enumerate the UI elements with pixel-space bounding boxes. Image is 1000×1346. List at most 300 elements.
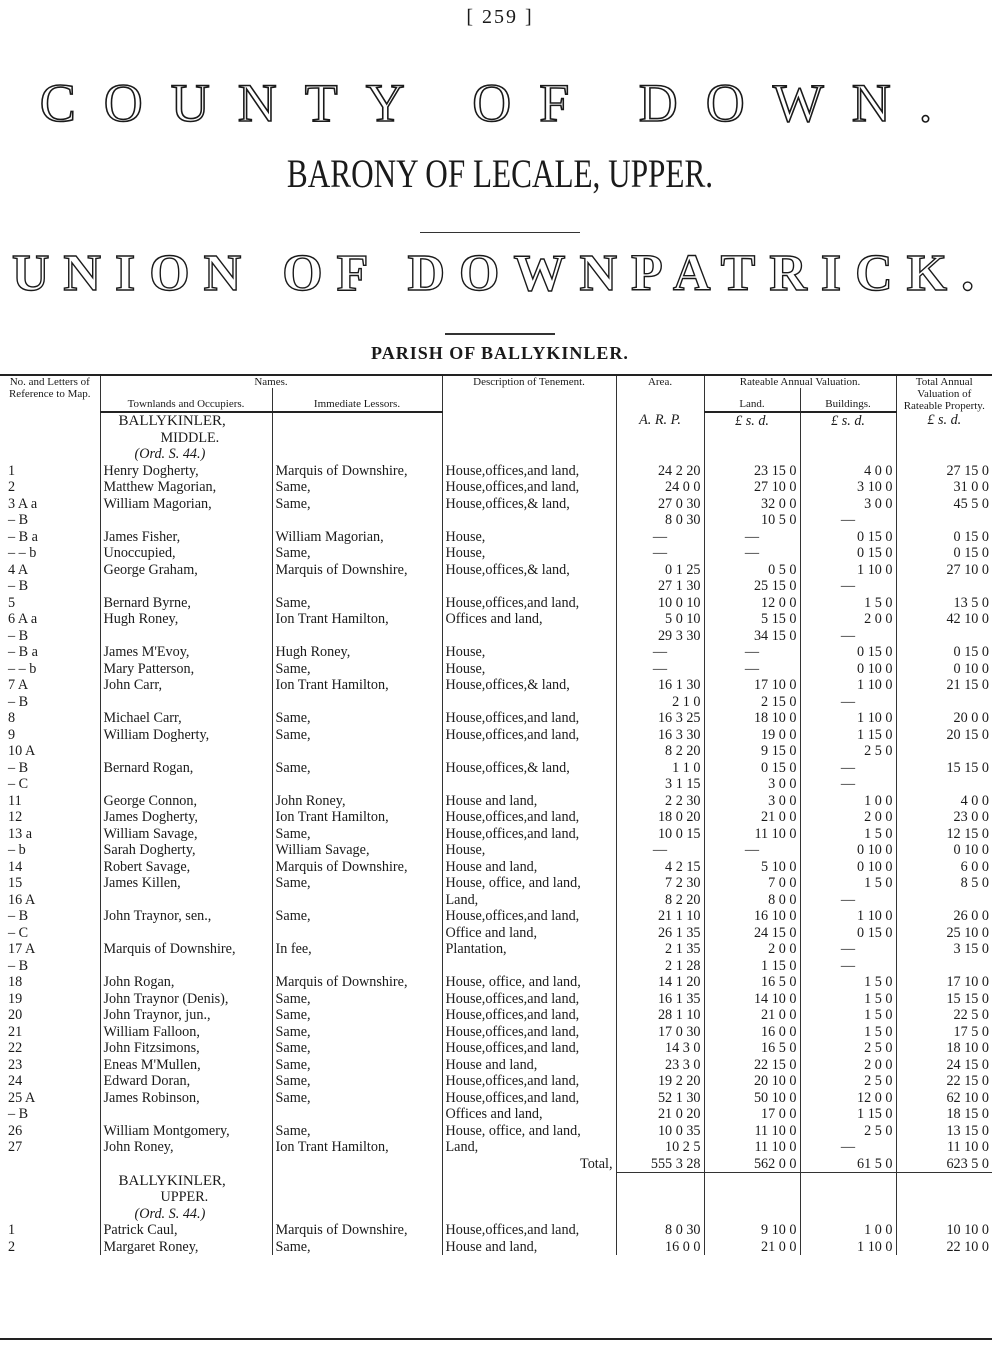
cell-area: 26 1 35 [616,925,704,942]
cell-land-value: 11 10 0 [704,826,800,843]
cell-land-value: 23 15 0 [704,463,800,480]
cell-occupier: John Traynor, jun., [100,1007,272,1024]
cell-map-ref: 7 A [8,677,29,693]
cell-occupier: Mary Patterson, [100,661,272,678]
table-row [0,611,992,628]
cell-occupier: John Fitzsimons, [100,1040,272,1057]
townland-name: BALLYKINLER, [100,412,272,430]
header-total: Total Annual Valuation of Rateable Property. [896,375,992,412]
cell-occupier: John Traynor (Denis), [100,991,272,1008]
cell-land-value: 32 0 0 [704,496,800,513]
cell-land-value: — [704,529,800,546]
total-buildings: 61 5 0 [800,1156,896,1173]
cell-description: House, office, and land, [442,974,616,991]
cell-occupier: Hugh Roney, [100,611,272,628]
cell-description: House,offices,and land, [442,479,616,496]
cell-area: 23 3 0 [616,1057,704,1074]
cell-description: House, [442,529,616,546]
cell-occupier: William Savage, [100,826,272,843]
cell-buildings-value: — [800,628,896,645]
table-row [0,710,992,727]
cell-map-ref: 14 [8,858,23,875]
cell-description: House,offices,and land, [442,463,616,480]
cell-description: House,offices,and land, [442,1024,616,1041]
cell-buildings-value: 1 10 0 [800,710,896,727]
cell-buildings-value: 0 10 0 [800,842,896,859]
cell-description [442,578,616,595]
total-units: £ s. d. [896,412,992,430]
cell-buildings-value: 1 5 0 [800,1007,896,1024]
cell-area: 24 2 20 [616,463,704,480]
cell-occupier: Henry Dogherty, [100,463,272,480]
cell-area: 21 1 10 [616,908,704,925]
cell-land-value: 1 15 0 [704,958,800,975]
table-row [0,793,992,810]
cell-description: House,offices,and land, [442,710,616,727]
header-townlands: Townlands and Occupiers. [100,388,272,412]
cell-area: — [616,545,704,562]
cell-map-ref: 15 [8,875,23,891]
table-row [0,661,992,678]
cell-lessor: Ion Trant Hamilton, [272,677,442,694]
cell-description: House,offices,and land, [442,1007,616,1024]
cell-occupier: Marquis of Downshire, [100,941,272,958]
cell-area: 10 0 10 [616,595,704,612]
cell-buildings-value: — [800,1139,896,1156]
cell-lessor: Ion Trant Hamilton, [272,611,442,628]
area-units: A. R. P. [616,412,704,430]
table-row [0,496,992,513]
cell-description: House,offices,and land, [442,1090,616,1107]
cell-land-value: 21 0 0 [704,1239,800,1256]
cell-total-value: 62 10 0 [896,1090,992,1107]
cell-occupier [100,1106,272,1123]
cell-map-ref: 27 [8,1139,23,1155]
cell-map-ref: 6 A a [8,611,38,627]
cell-buildings-value: 4 0 0 [800,463,896,480]
cell-occupier: William Dogherty, [100,727,272,744]
cell-area: 16 3 25 [616,710,704,727]
cell-buildings-value: — [800,892,896,909]
cell-buildings-value: — [800,776,896,793]
cell-occupier [100,925,272,942]
cell-map-ref: – B [8,908,29,924]
cell-total-value: 25 10 0 [896,925,992,942]
cell-total-value: 21 15 0 [896,677,992,694]
cell-lessor: Marquis of Downshire, [272,859,442,876]
cell-description: House,offices,and land, [442,908,616,925]
cell-total-value: 24 15 0 [896,1057,992,1074]
cell-total-value: 8 5 0 [896,875,992,892]
table-row [0,463,992,480]
header-lessors: Immediate Lessors. [272,388,442,412]
cell-occupier: James Dogherty, [100,809,272,826]
table-row [0,958,992,975]
cell-land-value: 16 5 0 [704,1040,800,1057]
cell-area: 52 1 30 [616,1090,704,1107]
cell-occupier: George Connon, [100,793,272,810]
cell-area: 19 2 20 [616,1073,704,1090]
cell-land-value: 12 0 0 [704,595,800,612]
cell-map-ref: 24 [8,1073,23,1089]
cell-occupier: Bernard Byrne, [100,595,272,612]
cell-map-ref: – B a [8,528,38,545]
cell-lessor: William Savage, [272,842,442,859]
cell-map-ref: 18 [8,974,23,990]
cell-lessor: In fee, [272,941,442,958]
cell-map-ref: 5 [8,594,16,611]
cell-lessor: Same, [272,727,442,744]
cell-description: House,offices,and land, [442,826,616,843]
cell-description [442,958,616,975]
cell-occupier: Patrick Caul, [100,1222,272,1239]
table-row [0,512,992,529]
cell-description: House,offices,& land, [442,496,616,513]
cell-land-value: 20 10 0 [704,1073,800,1090]
cell-buildings-value: 0 15 0 [800,925,896,942]
cell-land-value: 16 10 0 [704,908,800,925]
cell-land-value: 16 5 0 [704,974,800,991]
cell-buildings-value: 1 5 0 [800,875,896,892]
cell-buildings-value: 1 10 0 [800,1239,896,1256]
cell-description: Land, [442,1139,616,1156]
cell-description: Land, [442,892,616,909]
cell-area: 14 3 0 [616,1040,704,1057]
cell-lessor: Same, [272,1123,442,1140]
cell-map-ref: 3 A a [8,495,38,512]
cell-area: 14 1 20 [616,974,704,991]
cell-total-value: 0 10 0 [896,661,992,678]
cell-map-ref: – C [8,776,29,792]
cell-occupier: James Killen, [100,875,272,892]
cell-area: 8 2 20 [616,743,704,760]
cell-area: 16 1 30 [616,677,704,694]
cell-description: Plantation, [442,941,616,958]
cell-total-value: 42 10 0 [896,611,992,628]
table-row [0,892,992,909]
cell-description: House,offices,and land, [442,991,616,1008]
cell-occupier: George Graham, [100,562,272,579]
table-row [0,1090,992,1107]
cell-area: 24 0 0 [616,479,704,496]
table-row [0,578,992,595]
cell-lessor: Same, [272,1024,442,1041]
cell-description: House,offices,and land, [442,1222,616,1239]
cell-map-ref: – – b [8,660,37,677]
cell-description: House,offices,and land, [442,1040,616,1057]
total-area: 555 3 28 [616,1156,704,1173]
total-label: Total, [442,1156,616,1173]
table-row [0,628,992,645]
cell-area: 16 3 30 [616,727,704,744]
cell-total-value: 18 15 0 [896,1106,992,1123]
ordnance-sheet: (Ord. S. 44.) [100,446,272,463]
table-row [0,908,992,925]
cell-map-ref: 9 [8,726,16,743]
cell-land-value: 3 0 0 [704,776,800,793]
cell-area: 10 0 15 [616,826,704,843]
cell-lessor [272,892,442,909]
cell-buildings-value: 0 15 0 [800,529,896,546]
cell-description: Offices and land, [442,611,616,628]
cell-total-value [896,892,992,909]
cell-buildings-value: — [800,694,896,711]
cell-land-value: — [704,644,800,661]
cell-occupier: James Robinson, [100,1090,272,1107]
cell-lessor [272,694,442,711]
table-row [0,1123,992,1140]
table-row [0,1057,992,1074]
cell-area: 8 0 30 [616,1222,704,1239]
cell-total-value: 22 10 0 [896,1239,992,1256]
cell-total-value: 17 5 0 [896,1024,992,1041]
cell-buildings-value: 0 15 0 [800,545,896,562]
cell-occupier: Edward Doran, [100,1073,272,1090]
cell-lessor: Marquis of Downshire, [272,1222,442,1239]
table-row [0,826,992,843]
cell-area: 27 1 30 [616,578,704,595]
cell-description: House and land, [442,793,616,810]
cell-lessor: Hugh Roney, [272,644,442,661]
cell-lessor: Same, [272,1040,442,1057]
cell-occupier: James M'Evoy, [100,644,272,661]
table-row [0,1106,992,1123]
cell-land-value: 17 10 0 [704,677,800,694]
cell-lessor [272,628,442,645]
cell-total-value [896,743,992,760]
cell-buildings-value: 2 5 0 [800,1073,896,1090]
table-row [0,562,992,579]
cell-buildings-value: 1 5 0 [800,595,896,612]
cell-area: 1 1 0 [616,760,704,777]
cell-area: 0 1 25 [616,562,704,579]
cell-map-ref: – C [8,924,29,941]
cell-map-ref: – B a [8,644,38,660]
divider [420,232,580,233]
cell-description: Office and land, [442,925,616,942]
cell-description [442,743,616,760]
cell-total-value: 13 5 0 [896,595,992,612]
cell-buildings-value: 1 5 0 [800,1024,896,1041]
cell-description: House, office, and land, [442,875,616,892]
cell-area: 7 2 30 [616,875,704,892]
cell-land-value: — [704,545,800,562]
cell-area: 28 1 10 [616,1007,704,1024]
cell-lessor [272,743,442,760]
land-units: £ s. d. [704,412,800,430]
divider [445,333,555,335]
header-rateable: Rateable Annual Valuation. [704,375,896,388]
table-row [0,743,992,760]
cell-map-ref: 4 A [8,561,29,578]
table-row [0,1024,992,1041]
cell-total-value: 31 0 0 [896,479,992,496]
cell-total-value: 15 15 0 [896,760,992,777]
cell-buildings-value: 1 0 0 [800,1222,896,1239]
cell-lessor: Ion Trant Hamilton, [272,809,442,826]
table-row [0,974,992,991]
cell-total-value: 18 10 0 [896,1040,992,1057]
cell-occupier: Sarah Dogherty, [100,842,272,859]
cell-total-value: 20 0 0 [896,710,992,727]
cell-map-ref: – b [8,842,26,858]
cell-total-value [896,776,992,793]
cell-map-ref: 16 A [8,891,36,908]
cell-occupier: Robert Savage, [100,859,272,876]
cell-lessor: Ion Trant Hamilton, [272,1139,442,1156]
cell-lessor [272,1106,442,1123]
cell-map-ref: 2 [8,479,16,495]
cell-map-ref: 21 [8,1023,23,1040]
cell-total-value: 20 15 0 [896,727,992,744]
cell-lessor: Same, [272,1057,442,1074]
cell-land-value: — [704,661,800,678]
cell-lessor [272,578,442,595]
cell-area: 29 3 30 [616,628,704,645]
cell-lessor: Same, [272,760,442,777]
bottom-rule [0,1338,992,1340]
table-row [0,760,992,777]
cell-occupier: James Fisher, [100,529,272,546]
cell-lessor: Same, [272,1090,442,1107]
table-row [0,842,992,859]
table-row [0,694,992,711]
cell-buildings-value: 2 0 0 [800,1057,896,1074]
cell-map-ref: – B [8,1106,29,1122]
total-land: 562 0 0 [704,1156,800,1173]
townland-name: BALLYKINLER, [100,1173,272,1190]
header-description: Description of Tenement. [442,375,616,412]
cell-area: 10 0 35 [616,1123,704,1140]
cell-area: 18 0 20 [616,809,704,826]
cell-area: 8 2 20 [616,892,704,909]
cell-land-value: 11 10 0 [704,1123,800,1140]
cell-area: 2 1 0 [616,694,704,711]
cell-map-ref: – B [8,627,29,644]
cell-description [442,694,616,711]
cell-total-value: 0 15 0 [896,529,992,546]
cell-land-value: 9 10 0 [704,1222,800,1239]
cell-occupier: John Traynor, sen., [100,908,272,925]
cell-buildings-value: 1 5 0 [800,991,896,1008]
cell-map-ref: – B [8,957,29,974]
cell-land-value: 34 15 0 [704,628,800,645]
cell-lessor [272,925,442,942]
cell-buildings-value: 1 5 0 [800,974,896,991]
cell-map-ref: 25 A [8,1089,36,1106]
cell-lessor: Same, [272,1239,442,1256]
cell-lessor: Same, [272,479,442,496]
cell-area: 2 2 30 [616,793,704,810]
cell-area: 2 1 35 [616,941,704,958]
county-title: COUNTY OF DOWN. [39,73,961,133]
cell-area: 10 2 5 [616,1139,704,1156]
cell-occupier [100,892,272,909]
cell-description: House, [442,545,616,562]
cell-map-ref: 23 [8,1056,23,1073]
cell-total-value: 26 0 0 [896,908,992,925]
cell-lessor: Same, [272,1007,442,1024]
cell-total-value: 22 15 0 [896,1073,992,1090]
cell-map-ref: 12 [8,809,23,825]
table-row [0,479,992,496]
table-row [0,941,992,958]
cell-total-value: 10 10 0 [896,1222,992,1239]
cell-total-value: 12 15 0 [896,826,992,843]
valuation-table [0,374,992,1255]
cell-buildings-value: 1 15 0 [800,1106,896,1123]
cell-description: House,offices,and land, [442,727,616,744]
cell-total-value [896,694,992,711]
cell-lessor: Same, [272,908,442,925]
cell-buildings-value: 2 0 0 [800,611,896,628]
cell-area: 5 0 10 [616,611,704,628]
cell-map-ref: – B [8,693,29,710]
cell-land-value: 21 0 0 [704,809,800,826]
cell-total-value: 6 0 0 [896,859,992,876]
table-row [0,809,992,826]
cell-occupier: William Falloon, [100,1024,272,1041]
total-valuation: 623 5 0 [896,1156,992,1173]
cell-map-ref: 26 [8,1122,23,1139]
cell-description [442,628,616,645]
cell-area: 16 1 35 [616,991,704,1008]
cell-buildings-value: 0 15 0 [800,644,896,661]
cell-occupier: John Roney, [100,1139,272,1156]
cell-description: House,offices,& land, [442,760,616,777]
cell-land-value: 27 10 0 [704,479,800,496]
cell-buildings-value: 2 0 0 [800,809,896,826]
cell-lessor [272,958,442,975]
table-row [0,925,992,942]
cell-land-value: 3 0 0 [704,793,800,810]
parish-title: PARISH OF BALLYKINLER. [371,343,629,363]
cell-lessor: Same, [272,710,442,727]
cell-land-value: 11 10 0 [704,1139,800,1156]
cell-lessor: Marquis of Downshire, [272,562,442,579]
cell-description: House and land, [442,1239,616,1256]
cell-description [442,776,616,793]
table-row [0,1139,992,1156]
table-row [0,1222,992,1239]
cell-area: 16 0 0 [616,1239,704,1256]
cell-occupier [100,512,272,529]
cell-occupier: Unoccupied, [100,545,272,562]
cell-buildings-value: 2 5 0 [800,743,896,760]
cell-occupier [100,776,272,793]
page-number: [ 259 ] [466,6,534,28]
cell-area: 17 0 30 [616,1024,704,1041]
cell-total-value: 3 15 0 [896,941,992,958]
cell-description: Offices and land, [442,1106,616,1123]
table-row [0,1239,992,1256]
cell-area: 2 1 28 [616,958,704,975]
cell-area: — [616,661,704,678]
header-no-letters: No. and Letters of Reference to Map. [0,375,100,412]
cell-occupier [100,743,272,760]
cell-buildings-value: 2 5 0 [800,1040,896,1057]
cell-description: House, [442,661,616,678]
cell-area: 4 2 15 [616,859,704,876]
table-row [0,595,992,612]
cell-lessor: Same, [272,826,442,843]
cell-occupier [100,578,272,595]
cell-description: House,offices,& land, [442,677,616,694]
header-land: Land. [704,388,800,412]
cell-total-value: 11 10 0 [896,1139,992,1156]
cell-lessor: Same, [272,991,442,1008]
cell-land-value: 50 10 0 [704,1090,800,1107]
